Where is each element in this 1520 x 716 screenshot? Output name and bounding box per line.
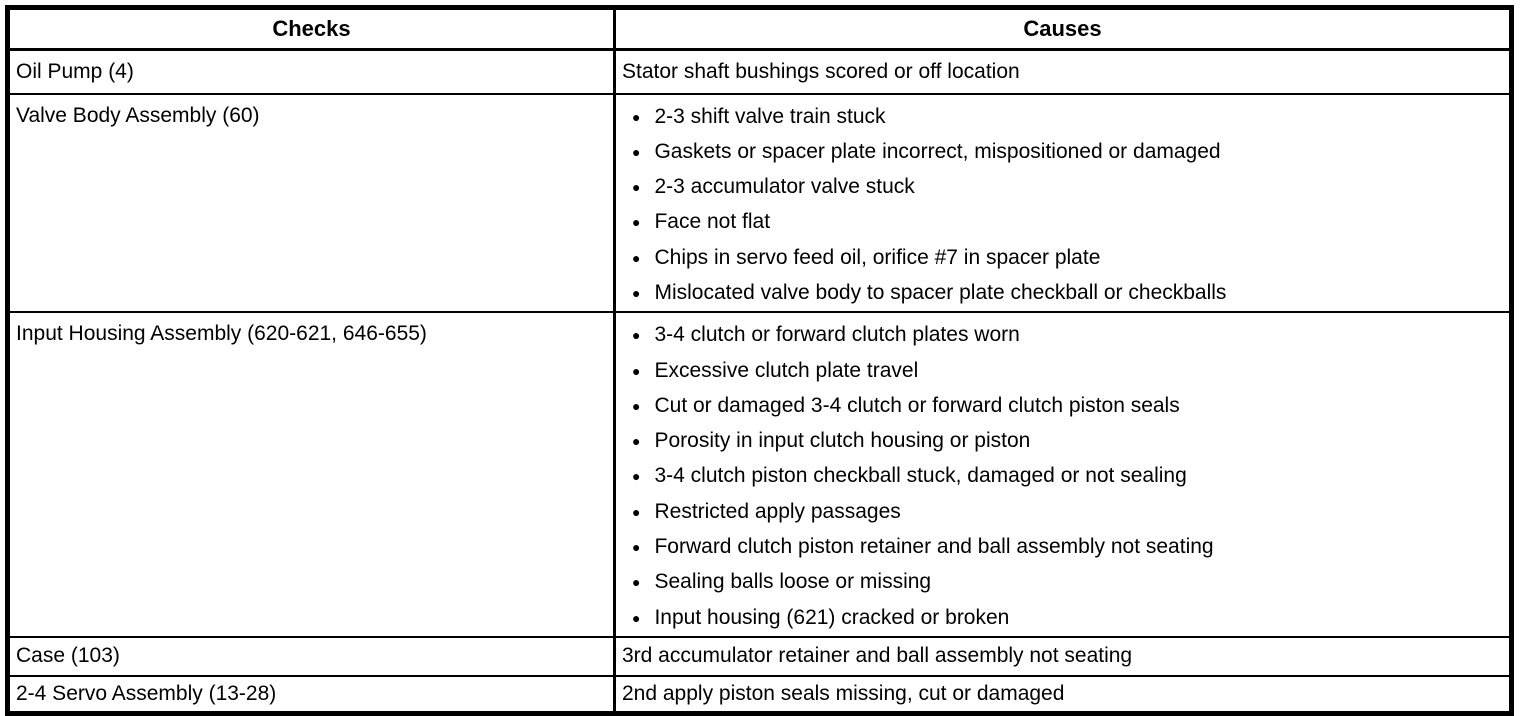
table-row: [8, 94, 1512, 313]
cause-item: ● Porosity in input clutch housing or piston: [616, 424, 1509, 459]
diagnosis-table: [5, 5, 1514, 716]
check-cell: Valve Body Assembly (60): [8, 94, 615, 313]
cause-item: ● 3-4 clutch or forward clutch plates worn: [616, 318, 1509, 353]
causes-column-header: Causes: [615, 8, 1512, 50]
table-row: [8, 637, 1512, 676]
cause-item: ● Cut or damaged 3-4 clutch or forward clutch piston seals: [616, 389, 1509, 424]
cause-item: ● Mislocated valve body to spacer plate checkball or checkballs: [616, 276, 1509, 311]
cause-item: ● 2-3 shift valve train stuck: [616, 100, 1509, 135]
cause-item: ● Input housing (621) cracked or broken: [616, 601, 1509, 636]
cause-item: ● 2-3 accumulator valve stuck: [616, 170, 1509, 205]
check-cell: Case (103): [8, 637, 615, 676]
cause-cell: [615, 312, 1512, 637]
check-cell: Oil Pump (4): [8, 50, 615, 94]
cause-item: ● Gaskets or spacer plate incorrect, mispositioned or damaged: [616, 135, 1509, 170]
cause-cell: 3rd accumulator retainer and ball assembly not seating: [615, 637, 1512, 676]
cause-item: ● Sealing balls loose or missing: [616, 565, 1509, 600]
cause-item: ● Chips in servo feed oil, orifice #7 in spacer plate: [616, 241, 1509, 276]
cause-item: ● Face not flat: [616, 205, 1509, 240]
cause-bullet-list: [616, 313, 1509, 636]
table-row: [8, 676, 1512, 714]
cause-bullet-list: [616, 95, 1509, 312]
check-cell: 2-4 Servo Assembly (13-28): [8, 676, 615, 714]
cause-item: ● Forward clutch piston retainer and ball assembly not seating: [616, 530, 1509, 565]
cause-item: ● 3-4 clutch piston checkball stuck, damaged or not sealing: [616, 459, 1509, 494]
check-cell: Input Housing Assembly (620-621, 646-655): [8, 312, 615, 637]
checks-column-header: Checks: [8, 8, 615, 50]
cause-item: ● Restricted apply passages: [616, 495, 1509, 530]
table-row: [8, 312, 1512, 637]
cause-cell: Stator shaft bushings scored or off location: [615, 50, 1512, 94]
header-row: [8, 8, 1512, 50]
table-row: [8, 50, 1512, 94]
cause-cell: [615, 94, 1512, 313]
cause-item: ● Excessive clutch plate travel: [616, 354, 1509, 389]
cause-cell: 2nd apply piston seals missing, cut or damaged: [615, 676, 1512, 714]
